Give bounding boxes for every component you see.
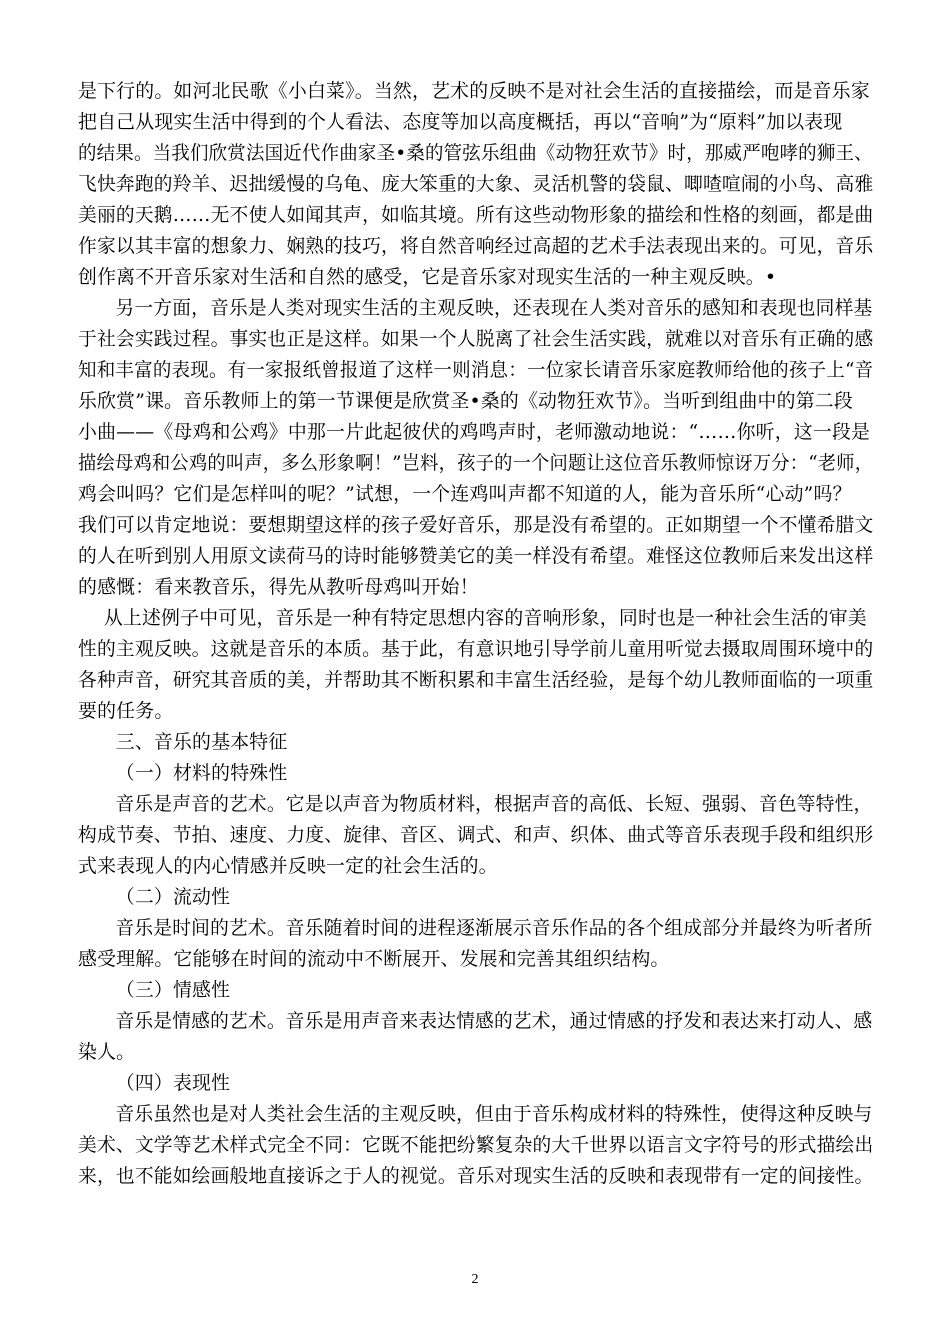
text-line: 鸡会叫吗？它们是怎样叫的呢？”试想，一个连鸡叫声都不知道的人，能为音乐所“心动”吗？ <box>78 483 852 505</box>
text-line: 飞快奔跑的羚羊、迟拙缓慢的乌龟、庞大笨重的大象、灵活机警的袋鼠、唧喳喧闹的小鸟、高雅 <box>78 173 874 195</box>
text-line: 是下行的。如河北民歌《小白菜》。当然，艺术的反映不是对社会生活的直接描绘，而是音乐家 <box>78 80 870 102</box>
text-line: 三、音乐的基本特征 <box>115 731 288 753</box>
text-line: （二）流动性 <box>115 886 231 908</box>
text-line: 美术、文学等艺术样式完全不同：它既不能把纷繁复杂的大千世界以语言文字符号的形式描绘出 <box>78 1134 874 1156</box>
text-line: 我们可以肯定地说：要想期望这样的孩子爱好音乐，那是没有希望的。正如期望一个不懂希腊文 <box>78 514 874 536</box>
text-line: 小曲——《母鸡和公鸡》中那一片此起彼伏的鸡鸣声时，老师激动地说：“……你听，这一段是 <box>78 421 871 443</box>
text-line: 乐欣赏”课。音乐教师上的第一节课便是欣赏圣•桑的《动物狂欢节》。当听到组曲中的第二段 <box>78 390 853 412</box>
text-line: 音乐虽然也是对人类社会生活的主观反映，但由于音乐构成材料的特殊性，使得这种反映与 <box>115 1103 873 1125</box>
text-line: 的结果。当我们欣赏法国近代作曲家圣•桑的管弦乐组曲《动物狂欢节》时，那威严咆哮的狮王、 <box>78 142 873 164</box>
page-number: 2 <box>471 1272 479 1287</box>
text-line: 描绘母鸡和公鸡的叫声，多么形象啊！”岂料，孩子的一个问题让这位音乐教师惊讶万分：“老师， <box>78 452 874 474</box>
text-line: （一）材料的特殊性 <box>115 762 288 784</box>
text-line: 式来表现人的内心情感并反映一定的社会生活的。 <box>78 855 498 877</box>
text-line: 构成节奏、节拍、速度、力度、旋律、音区、调式、和声、织体、曲式等音乐表现手段和组织形 <box>78 824 874 846</box>
text-line: 把自己从现实生活中得到的个人看法、态度等加以高度概括，再以“音响”为“原料”加以表现 <box>78 111 843 133</box>
text-line: 染人。 <box>78 1041 136 1063</box>
text-line: 另一方面，音乐是人类对现实生活的主观反映，还表现在人类对音乐的感知和表现也同样基 <box>115 297 873 319</box>
text-line: 从上述例子中可见，音乐是一种有特定思想内容的音响形象，同时也是一种社会生活的审美 <box>103 607 867 629</box>
text-line: 感受理解。它能够在时间的流动中不断展开、发展和完善其组织结构。 <box>78 948 670 970</box>
text-line: 作家以其丰富的想象力、娴熟的技巧，将自然音响经过高超的艺术手法表现出来的。可见，音乐 <box>78 235 874 257</box>
text-line: （四）表现性 <box>115 1072 231 1094</box>
text-line: 美丽的天鹅……无不使人如闻其声，如临其境。所有这些动物形象的描绘和性格的刻画，都是曲 <box>78 204 874 226</box>
text-line: 来，也不能如绘画般地直接诉之于人的视觉。音乐对现实生活的反映和表现带有一定的间接性。 <box>78 1165 874 1187</box>
text-line: 各种声音，研究其音质的美，并帮助其不断积累和丰富生活经验，是每个幼儿教师面临的一项重 <box>78 669 874 691</box>
text-line: 要的任务。 <box>78 700 174 722</box>
text-line: 的人在听到别人用原文读荷马的诗时能够赞美它的美一样没有希望。难怪这位教师后来发出这样 <box>78 545 874 567</box>
text-line: 于社会实践过程。事实也正是这样。如果一个人脱离了社会生活实践，就难以对音乐有正确的感 <box>78 328 874 350</box>
document-body <box>78 76 878 1192</box>
text-line: 的感慨：看来教音乐，得先从教听母鸡叫开始！ <box>78 576 479 598</box>
text-line: 音乐是时间的艺术。音乐随着时间的进程逐渐展示音乐作品的各个组成部分并最终为听者所 <box>115 917 873 939</box>
text-line: （三）情感性 <box>115 979 231 1001</box>
text-line: 性的主观反映。这就是音乐的本质。基于此，有意识地引导学前儿童用听觉去摄取周围环境中的 <box>78 638 874 660</box>
text-line: 知和丰富的表现。有一家报纸曾报道了这样一则消息：一位家长请音乐家庭教师给他的孩子上“音 <box>78 359 874 381</box>
text-line: 创作离不开音乐家对生活和自然的感受，它是音乐家对现实生活的一种主观反映。• <box>78 266 777 288</box>
text-line: 音乐是情感的艺术。音乐是用声音来表达情感的艺术，通过情感的抒发和表达来打动人、感 <box>115 1010 873 1032</box>
text-line: 音乐是声音的艺术。它是以声音为物质材料，根据声音的高低、长短、强弱、音色等特性， <box>115 793 873 815</box>
